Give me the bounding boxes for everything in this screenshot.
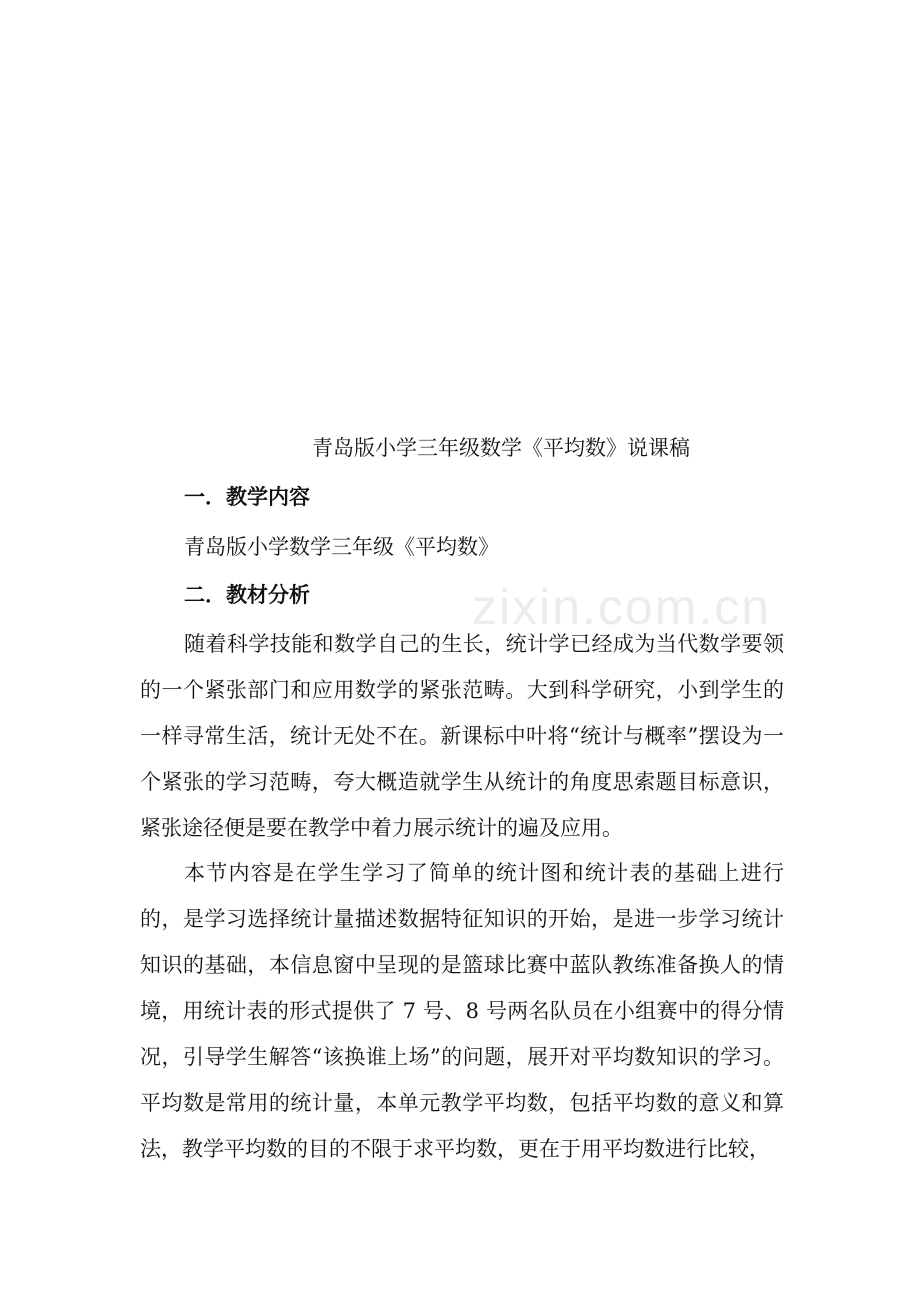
section-heading-material-analysis: 二．教材分析 <box>184 582 310 607</box>
analysis-paragraph-2: 本节内容是在学生学习了简单的统计图和统计表的基础上进行的，是学习选择统计量描述数据特征知识的开始，是进一步学习统计知识的基础，本信息窗中呈现的是篮球比赛中蓝队教练准备换人的情境，用统计表的形式提供了 7 号、8 号两名队员在小组赛中的得分情况，引导学生解答“该换谁上场”的问题，展开对平均数知识的学习。平均数是常用的统计量，本单元教学平均数，包括平均数的意义和算法，教学平均数的目的不限于求平均数，更在于用平均数进行比较， <box>140 861 784 1161</box>
document-title: 青岛版小学三年级数学《平均数》说课稿 <box>312 436 690 460</box>
teaching-content-text: 青岛版小学数学三年级《平均数》 <box>184 535 499 559</box>
analysis-paragraph-1: 随着科学技能和数学自己的生长，统计学已经成为当代数学要领的一个紧张部门和应用数学的紧张范畴。大到科学研究，小到学生的一样寻常生活，统计无处不在。新课标中叶将“统计与概率”摆设为一个紧张的学习范畴，夸大概造就学生从统计的角度思索题目标意识，紧张途径便是要在教学中着力展示统计的遍及应用。 <box>140 632 784 840</box>
watermark: zixin.com.cn <box>472 579 772 635</box>
section-heading-teaching-content: 一．教学内容 <box>184 484 310 509</box>
